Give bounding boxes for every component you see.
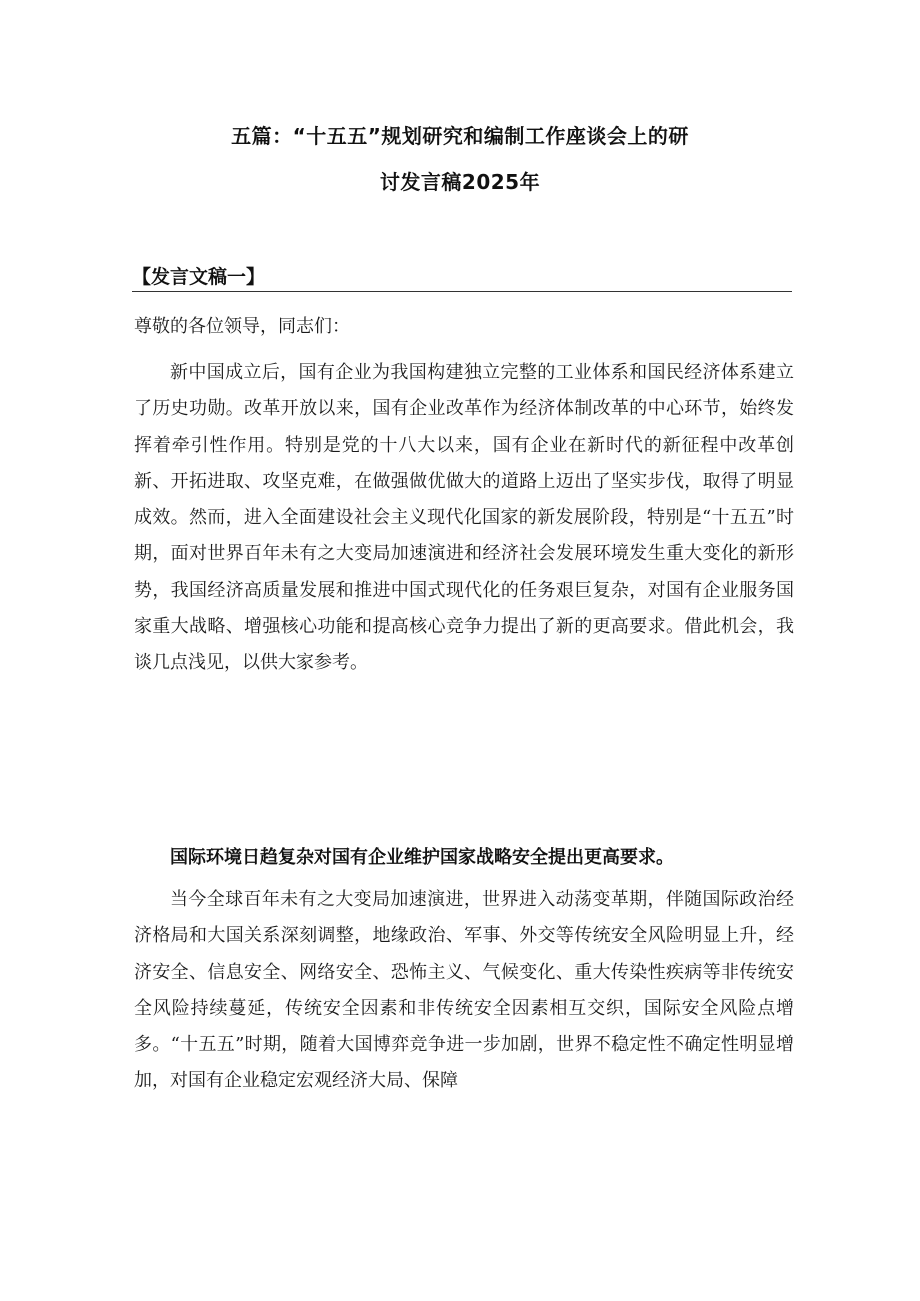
salutation: 尊敬的各位领导，同志们： — [134, 316, 350, 337]
section-divider — [132, 291, 792, 292]
body-paragraph-2: 当今全球百年未有之大变局加速演进，世界进入动荡变革期，伴随国际政治经济格局和大国关系深刻调整，地缘政治、军事、外交等传统安全风险明显上升，经济安全、信息安全、网络安全、恐怖主义、气候变化、重大传染性疾病等非传统安全风险持续蔓延，传统安全因素和非传统安全因素相互交织，国际安全风险点增多。“十五五”时期，随着大国博弈竞争进一步加剧，世界不稳定性不确定性明显增加，对国有企业稳定宏观经济大局、保障 — [134, 889, 794, 1092]
document-title-line-2: 讨发言稿2025年 — [379, 170, 541, 194]
section-heading-1: 国际环境日趋复杂对国有企业维护国家战略安全提出更高要求。 — [170, 847, 674, 868]
document-title-line-1: 五篇：“十五五”规划研究和编制工作座谈会上的研 — [231, 124, 689, 148]
section-label: 【发言文稿一】 — [132, 266, 266, 288]
body-paragraph-1: 新中国成立后，国有企业为我国构建独立完整的工业体系和国民经济体系建立了历史功勋。改革开放以来，国有企业改革作为经济体制改革的中心环节，始终发挥着牵引性作用。特别是党的十八大以来，国有企业在新时代的新征程中改革创新、开拓进取、攻坚克难，在做强做优做大的道路上迈出了坚实步伐，取得了明显成效。然而，进入全面建设社会主义现代化国家的新发展阶段，特别是“十五五”时期，面对世界百年未有之大变局加速演进和经济社会发展环境发生重大变化的新形势，我国经济高质量发展和推进中国式现代化的任务艰巨复杂，对国有企业服务国家重大战略、增强核心功能和提高核心竞争力提出了新的更高要求。借此机会，我谈几点浅见，以供大家参考。 — [134, 362, 794, 674]
